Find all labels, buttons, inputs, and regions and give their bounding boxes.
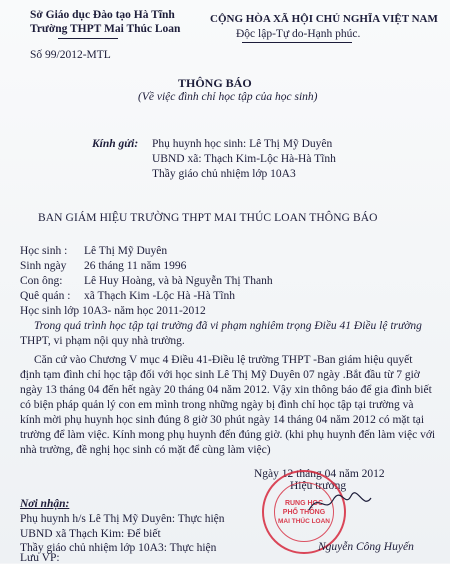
dob-label: Sinh ngày (20, 260, 67, 272)
paragraph-line-5: ngày 13 tháng 04 đến hết ngày 20 tháng 04 năm 2012. Vậy xin thông báo để gia đình biết (20, 384, 432, 396)
paragraph-line-4: định tạm đình chỉ học tập đối với học sinh Lê Thị Mỹ Duyên 07 ngày .Bắt đầu từ 7 giờ (20, 369, 420, 381)
footer-recipient-2: UBND xã Thạch Kim: Để biết (20, 528, 161, 540)
student-name-label: Học sinh : (20, 245, 68, 257)
recipients-label: Kính gửi: (92, 138, 139, 150)
hometown-value: xã Thạch Kim -Lộc Hà -Hà Tĩnh (84, 290, 235, 302)
parent-label: Con ông: (20, 275, 63, 287)
header-left-rule (58, 38, 118, 39)
seal-line-bottom: MAI THÚC LOAN (278, 518, 330, 525)
footer-recipients-label: Nơi nhận: (20, 498, 70, 510)
footer-recipient-4: Lưu VP: (20, 552, 60, 564)
document-title: THÔNG BÁO (178, 76, 252, 90)
signer-name: Nguyễn Công Huyến (318, 541, 414, 553)
footer-recipient-1: Phụ huynh h/s Lê Thị Mỹ Duyên: Thực hiện (20, 513, 225, 525)
announcement-heading: BAN GIÁM HIỆU TRƯỜNG THPT MAI THÚC LOAN THÔNG BÁO (38, 212, 378, 224)
student-name: Lê Thị Mỹ Duyên (84, 245, 168, 257)
paragraph-line-2: THPT, vi phạm nội quy nhà trường. (20, 335, 185, 347)
school-name: Trường THPT Mai Thúc Loan (30, 23, 181, 35)
header-right-rule (242, 42, 352, 43)
class-line: Học sinh lớp 10A3- năm học 2011-2012 (20, 305, 206, 317)
recipient-line-1: Phụ huynh học sinh: Lê Thị Mỹ Duyên (152, 138, 333, 150)
paragraph-line-6: có biện pháp quản lý con em mình trong những ngày bị đình chỉ học tập tại trường và (20, 399, 414, 411)
dob-value: 26 tháng 11 năm 1996 (84, 260, 187, 272)
signer-title: Hiệu trưởng (290, 480, 347, 492)
department-name: Sở Giáo dục Đào tạo Hà Tĩnh (30, 9, 175, 21)
document-subtitle: (Về việc đình chỉ học tập của học sinh) (138, 91, 318, 103)
seal-line-mid: PHỔ THÔNG (282, 509, 326, 516)
paragraph-line-3: Căn cứ vào Chương V mục 4 Điều 41-Điều lệ trường THPT -Ban giám hiệu quyết (34, 354, 413, 366)
paragraph-line-9: nhà trường, đề nghị học sinh có mặt để cùng làm việc) (20, 444, 271, 456)
seal-line-top: RUNG HOC (284, 500, 324, 507)
motto: Độc lập-Tự do-Hạnh phúc. (236, 28, 361, 40)
recipient-line-2: UBND xã: Thạch Kim-Lộc Hà-Hà Tĩnh (152, 153, 336, 165)
document-number: Số 99/2012-MTL (30, 49, 111, 61)
hometown-label: Quê quán : (20, 290, 71, 302)
paragraph-line-8: trường để làm việc. Kính mong phụ huynh đến đúng giờ. (khi phụ huynh đến làm việc với (20, 429, 436, 441)
paragraph-line-1: Trong quá trình học tập tại trường đã vi phạm nghiêm trọng Điều 41 Điều lệ trường (34, 320, 422, 332)
parent-value: Lê Huy Hoàng, và bà Nguyễn Thị Thanh (84, 275, 273, 287)
issue-date: Ngày 12 tháng 04 năm 2012 (254, 468, 385, 480)
signature-mark (305, 488, 375, 518)
recipient-line-3: Thầy giáo chủ nhiệm lớp 10A3 (152, 168, 296, 180)
republic-title: CỘNG HÒA XÃ HỘI CHỦ NGHĨA VIỆT NAM (210, 13, 438, 25)
paragraph-line-7: kính mời phụ huynh học sinh đúng 8 giờ 30 phút ngày 14 tháng 04 năm 2012 có mặt tại (20, 414, 425, 426)
footer-recipient-3: Thầy giáo chủ nhiệm lớp 10A3: Thực hiện (20, 542, 217, 554)
